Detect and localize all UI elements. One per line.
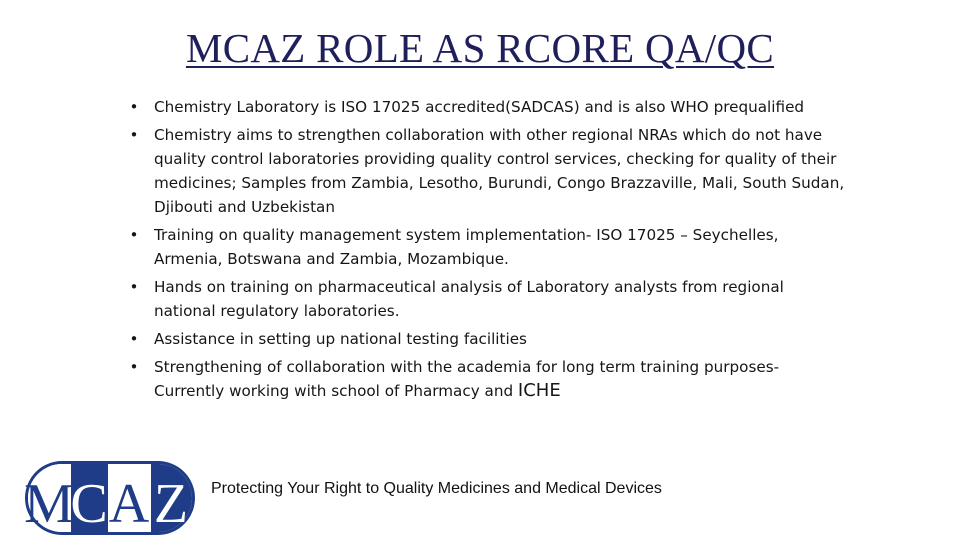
bullet-dot: • xyxy=(129,278,139,296)
bullet-item xyxy=(128,223,848,271)
mcaz-logo xyxy=(24,460,196,536)
bullet-item xyxy=(128,327,848,351)
bullet-item xyxy=(128,275,848,323)
logo-letter: C xyxy=(70,473,108,535)
bullet-text: Chemistry aims to strengthen collaboration with other regional NRAs which do not have quality control laboratories providing quality control services, checking for quality of their medicines; Samples from Zambia, Lesotho, Burundi, Congo Brazzaville, Mali, South Sudan, Djibouti and Uzbekistan xyxy=(154,126,845,216)
bullet-item xyxy=(128,123,848,219)
footer-tagline: Protecting Your Right to Quality Medicines and Medical Devices xyxy=(211,480,662,497)
bullet-text: Strengthening of collaboration with the academia for long term training purposes- Currently working with school of Pharmacy and xyxy=(154,358,780,400)
bullet-list xyxy=(128,95,848,407)
bullet-text: Training on quality management system implementation- ISO 17025 – Seychelles, Armenia, Botswana and Zambia, Mozambique. xyxy=(154,226,779,268)
bullet-text: Assistance in setting up national testing facilities xyxy=(154,330,527,348)
bullet-text: Hands on training on pharmaceutical analysis of Laboratory analysts from regional national regulatory laboratories. xyxy=(154,278,784,320)
bullet-dot: • xyxy=(129,98,139,116)
bullet-emphasis: ICHE xyxy=(517,380,561,401)
bullet-item xyxy=(128,95,848,119)
bullet-dot: • xyxy=(129,126,139,144)
slide-title: MCAZ ROLE AS RCORE QA/QC xyxy=(185,25,775,71)
bullet-dot: • xyxy=(129,358,139,376)
bullet-item xyxy=(128,355,848,403)
bullet-dot: • xyxy=(129,226,139,244)
bullet-text: Chemistry Laboratory is ISO 17025 accredited(SADCAS) and is also WHO prequalified xyxy=(154,98,805,116)
logo-letter: A xyxy=(108,473,150,535)
bullet-dot: • xyxy=(129,330,139,348)
logo-letter: Z xyxy=(153,473,189,535)
logo-letter: M xyxy=(24,473,74,535)
